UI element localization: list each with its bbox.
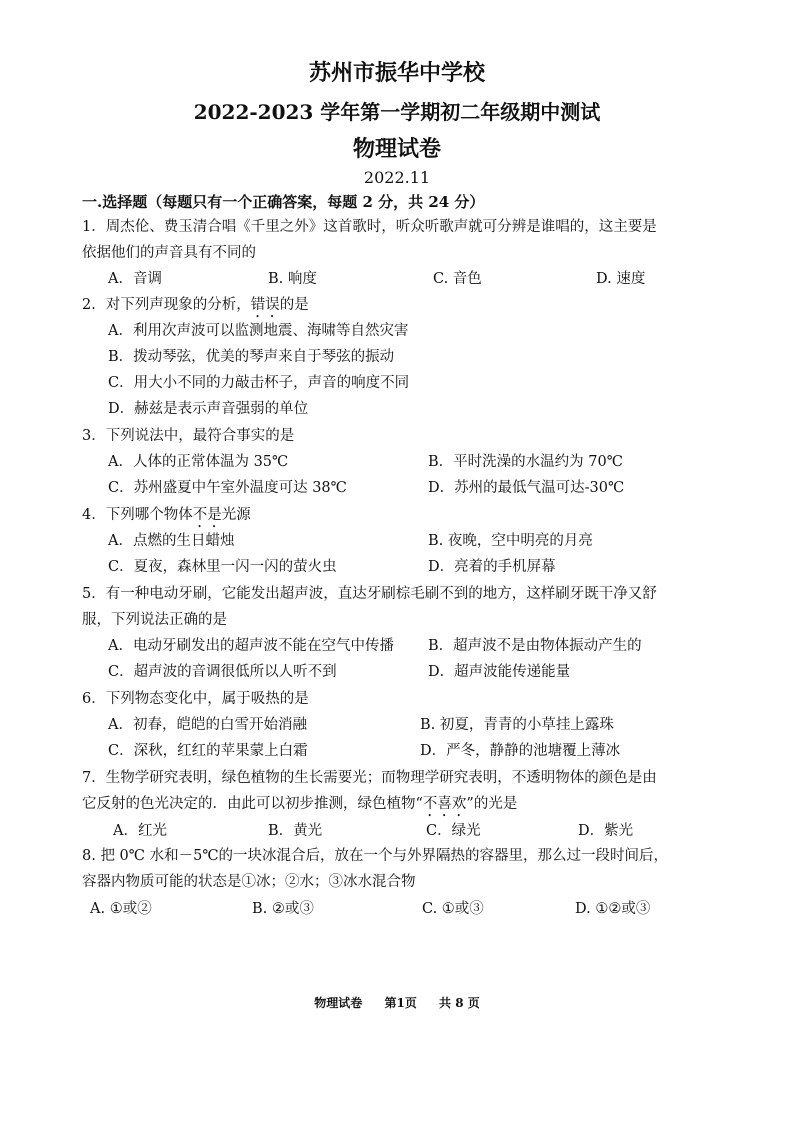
question-2-option-b: B．拨动琴弦，优美的琴声来自于琴弦的振动	[108, 349, 395, 365]
question-4-option-b: B. 夜晚，空中明亮的月亮	[428, 533, 593, 549]
section-heading: 一.选择题（每题只有一个正确答案，每题 2 分，共 24 分）	[82, 193, 485, 211]
footer-page-number: 第1页	[384, 996, 417, 1010]
question-6-option-a: A．初春，皑皑的白雪开始消融	[108, 717, 307, 733]
question-8-stem-line-1: 8. 把 0℃ 水和－5℃的一块冰混合后，放在一个与外界隔热的容器里，那么过一段时间后，	[82, 848, 669, 864]
question-7-option-b: B．黄光	[268, 823, 323, 839]
question-6-stem: 6．下列物态变化中，属于吸热的是	[82, 691, 309, 707]
exam-date: 2022.11	[363, 168, 431, 187]
question-3-option-a: A．人体的正常体温为 35℃	[108, 454, 289, 470]
subject-title: 物理试卷	[352, 136, 441, 162]
question-7-option-d: D．紫光	[578, 823, 634, 839]
question-6-option-d: D．严冬，静静的池塘覆上薄冰	[420, 743, 621, 759]
question-7-stem-line-1: 7．生物学研究表明，绿色植物的生长需要光；而物理学研究表明，不透明物体的颜色是由	[82, 770, 657, 786]
question-2-option-d: D．赫兹是表示声音强弱的单位	[108, 401, 309, 417]
question-1-option-d: D. 速度	[596, 271, 646, 287]
question-7-option-a: A．红光	[113, 823, 167, 839]
question-4-stem: 4．下列哪个物体不是光源	[82, 507, 251, 523]
question-4-option-a: A．点燃的生日蜡烛	[108, 533, 235, 549]
question-5-option-c: C．超声波的音调很低所以人听不到	[108, 664, 337, 680]
question-8-option-d: D. ①②或③	[575, 901, 651, 917]
question-2-option-a: A．利用次声波可以监测地震、海啸等自然灾害	[108, 323, 409, 339]
question-8-option-a: A. ①或②	[90, 901, 152, 917]
question-5-option-d: D．超声波能传递能量	[428, 664, 571, 680]
question-8-option-c: C. ①或③	[422, 901, 484, 917]
question-1-option-b: B. 响度	[268, 271, 317, 287]
emphasis-text: 错误	[250, 297, 280, 313]
question-4-option-c: C．夏夜，森林里一闪一闪的萤火虫	[108, 559, 337, 575]
question-1-option-a: A．音调	[108, 271, 162, 287]
footer-total-pages: 共 8 页	[439, 996, 480, 1010]
footer-subject: 物理试卷	[314, 996, 363, 1010]
question-3-option-d: D．苏州的最低气温可达-30℃	[428, 480, 625, 496]
question-7-option-c: C．绿光	[426, 823, 481, 839]
emphasis-text: 不是	[192, 507, 222, 523]
question-1-stem-line-1: 1．周杰伦、费玉清合唱《千里之外》这首歌时，听众听歌声就可分辨是谁唱的，这主要是	[82, 219, 657, 235]
question-3-option-b: B．平时洗澡的水温约为 70℃	[428, 454, 623, 470]
emphasis-text: 不喜欢	[422, 796, 467, 812]
question-1-option-c: C. 音色	[433, 271, 482, 287]
question-2-stem: 2．对下列声现象的分析，错误的是	[82, 297, 309, 313]
question-5-stem-line-2: 服，下列说法正确的是	[82, 612, 227, 628]
question-3-option-c: C．苏州盛夏中午室外温度可达 38℃	[108, 480, 347, 496]
exam-title: 2022-2023 学年第一学期初二年级期中测试	[193, 100, 601, 124]
question-5-stem-line-1: 5．有一种电动牙刷，它能发出超声波，直达牙刷棕毛刷不到的地方，这样刷牙既干净又舒	[82, 586, 657, 602]
question-6-option-c: C．深秋，红红的苹果蒙上白霜	[108, 743, 308, 759]
question-6-option-b: B. 初夏，青青的小草挂上露珠	[420, 717, 614, 733]
page-footer	[0, 994, 794, 1011]
school-title: 苏州市振华中学校	[308, 60, 485, 86]
question-7-stem-line-2: 它反射的色光决定的．由此可以初步推测，绿色植物“不喜欢”的光是	[82, 796, 518, 812]
question-8-option-b: B. ②或③	[252, 901, 314, 917]
question-8-stem-line-2: 容器内物质可能的状态是①冰；②水；③冰水混合物	[82, 874, 416, 890]
question-1-stem-line-2: 依据他们的声音具有不同的	[82, 245, 256, 261]
question-2-option-c: C．用大小不同的力敲击杯子，声音的响度不同	[108, 375, 410, 391]
question-4-option-d: D．亮着的手机屏幕	[428, 559, 556, 575]
question-3-stem: 3．下列说法中，最符合事实的是	[82, 428, 295, 444]
question-5-option-b: B．超声波不是由物体振动产生的	[428, 638, 642, 654]
question-5-option-a: A．电动牙刷发出的超声波不能在空气中传播	[108, 638, 394, 654]
